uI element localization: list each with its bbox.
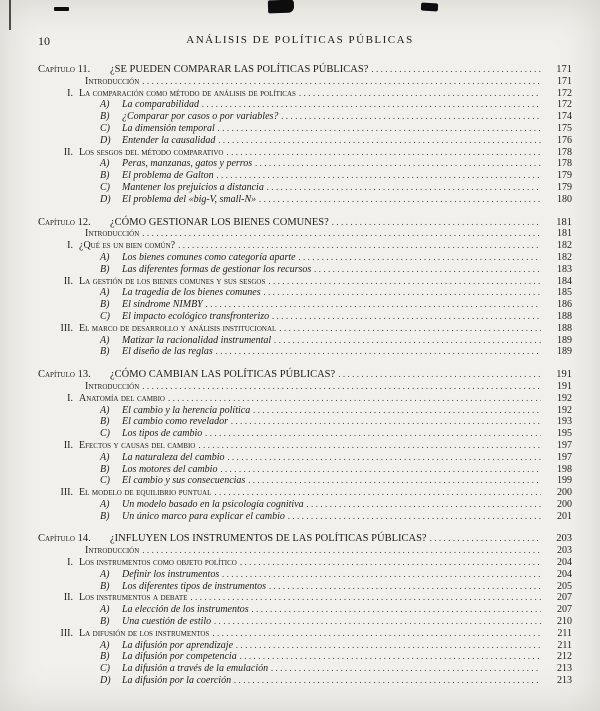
toc-row <box>38 264 572 276</box>
toc-page-number: 197 <box>557 451 572 463</box>
toc-row <box>38 569 572 581</box>
toc-row <box>38 640 572 652</box>
dot-leader <box>281 111 541 123</box>
dot-leader <box>271 663 541 675</box>
dot-leader <box>267 182 541 194</box>
toc-entry-text: Las diferentes formas de gestionar los recursos <box>122 263 312 275</box>
dot-leader <box>314 264 541 276</box>
dot-leader <box>299 88 541 100</box>
toc-row <box>38 616 572 628</box>
toc-entry-text: Una cuestión de estilo <box>122 616 212 628</box>
toc-entry-text: El modelo de equilibrio puntual <box>79 487 212 499</box>
dot-leader <box>299 252 541 264</box>
toc-entry-text: Introducción <box>85 545 140 557</box>
toc-row <box>38 88 572 100</box>
subsection-letter: C) <box>100 428 110 440</box>
chapter-label: Capítulo 11. <box>38 64 91 75</box>
dot-leader <box>234 675 541 687</box>
toc-row <box>38 545 572 557</box>
toc-entry-text: Los motores del cambio <box>122 463 218 475</box>
dot-leader <box>264 287 541 299</box>
toc-entry-text: La tragedia de los bienes comunes <box>122 287 261 299</box>
toc-entry-text: Los tipos de cambio <box>122 428 203 440</box>
dot-leader <box>430 533 541 545</box>
toc-entry-text: Entender la causalidad <box>122 134 216 146</box>
toc-page-number: 211 <box>557 639 572 651</box>
toc-entry-text: El cambio y sus consecuencias <box>122 475 246 487</box>
chapter-title: ¿CÓMO GESTIONAR LOS BIENES COMUNES? <box>110 216 329 228</box>
dot-leader <box>231 416 541 428</box>
subsection-letter: B) <box>100 416 110 428</box>
toc-chapter-row <box>38 217 572 229</box>
toc-row <box>38 158 572 170</box>
toc-page-number: 172 <box>557 87 572 99</box>
dot-leader <box>338 369 541 381</box>
dot-leader <box>142 76 541 88</box>
dot-leader <box>206 299 541 311</box>
toc-page-number: 203 <box>556 533 572 545</box>
toc-page-number: 197 <box>557 439 572 451</box>
toc-entry-text: El cambio y la herencia política <box>122 404 251 416</box>
toc-entry-text: Los instrumentos a debate <box>79 592 188 604</box>
toc-row <box>38 604 572 616</box>
subsection-letter: B) <box>100 346 110 358</box>
dot-leader <box>142 228 541 240</box>
subsection-letter: C) <box>100 663 110 675</box>
dot-leader <box>248 475 541 487</box>
section-numeral: I. <box>67 87 73 99</box>
dot-leader <box>222 569 541 581</box>
toc-entry-text: La difusión por competencia <box>122 651 237 663</box>
toc-entry-text: La gestión de los bienes comunes y sus sesgos <box>79 275 266 287</box>
section-numeral: I. <box>67 557 73 569</box>
toc-page-number: 178 <box>557 158 572 170</box>
toc-row <box>38 194 572 206</box>
dot-leader <box>205 428 541 440</box>
toc-entry-text: La difusión por aprendizaje <box>122 639 234 651</box>
toc-row <box>38 511 572 523</box>
subsection-letter: B) <box>100 580 110 592</box>
toc-entry-text: Matizar la racionalidad instrumental <box>122 334 272 346</box>
toc-row <box>38 240 572 252</box>
toc-page-number: 175 <box>557 122 572 134</box>
subsection-letter: B) <box>100 651 110 663</box>
dot-leader <box>142 381 541 393</box>
toc-page-number: 204 <box>557 568 572 580</box>
toc-page-number: 184 <box>557 275 572 287</box>
toc-row <box>38 452 572 464</box>
toc-page-number: 205 <box>557 580 572 592</box>
toc-page-number: 207 <box>557 604 572 616</box>
subsection-letter: A) <box>100 334 110 346</box>
dot-leader <box>168 393 541 405</box>
toc-entry-text: ¿Qué es un bien común? <box>79 240 176 252</box>
dot-leader <box>190 592 541 604</box>
toc-entry-text: Un único marco para explicar el cambio <box>122 510 285 522</box>
page-number: 10 <box>38 34 50 48</box>
toc-entry-text: El síndrome NIMBY <box>122 299 203 311</box>
toc-page-number: 204 <box>557 557 572 569</box>
subsection-letter: B) <box>100 463 110 475</box>
toc-entry-text: El problema de Galton <box>122 170 214 182</box>
chapter-title: ¿SE PUEDEN COMPARAR LAS POLÍTICAS PÚBLICAS? <box>110 64 369 75</box>
toc-page-number: 207 <box>557 592 572 604</box>
toc-entry-text: La difusión por la coerción <box>122 675 232 687</box>
toc-entry-text: La comparabilidad <box>122 99 199 111</box>
dot-leader <box>255 158 541 170</box>
toc-page-number: 182 <box>557 251 572 263</box>
toc-entry-text: Mantener los prejuicios a distancia <box>122 181 264 193</box>
subsection-letter: B) <box>100 263 110 275</box>
toc-row <box>38 663 572 675</box>
subsection-letter: D) <box>100 134 111 146</box>
dot-leader <box>218 123 541 135</box>
dot-leader <box>279 323 541 335</box>
toc-page-number: 212 <box>557 651 572 663</box>
toc-row <box>38 381 572 393</box>
subsection-letter: A) <box>100 404 110 416</box>
dot-leader <box>269 581 541 593</box>
toc-row <box>38 393 572 405</box>
toc-row <box>38 276 572 288</box>
toc-entry-text: La comparación como método de análisis de políticas <box>79 87 296 99</box>
section-numeral: III. <box>60 627 73 639</box>
subsection-letter: B) <box>100 111 110 123</box>
toc-chapter-row <box>38 64 572 76</box>
dot-leader <box>371 64 541 76</box>
toc-entry-text: Introducción <box>85 380 140 392</box>
chapter-title: ¿CÓMO CAMBIAN LAS POLÍTICAS PÚBLICAS? <box>110 369 336 381</box>
toc-row <box>38 228 572 240</box>
toc-page-number: 191 <box>556 369 572 381</box>
toc-page-number: 210 <box>557 616 572 628</box>
toc-entry-text: La difusión a través de la emulación <box>122 663 269 675</box>
toc-entry-text: Efectos y causas del cambio <box>79 439 196 451</box>
scan-artifact <box>9 0 11 30</box>
toc-row <box>38 557 572 569</box>
subsection-letter: A) <box>100 639 110 651</box>
toc-row <box>38 346 572 358</box>
subsection-letter: B) <box>100 510 110 522</box>
section-numeral: III. <box>60 322 73 334</box>
toc-entry-text: Definir los instrumentos <box>122 568 220 580</box>
toc-page-number: 171 <box>556 64 572 75</box>
toc-page-number: 188 <box>557 322 572 334</box>
section-numeral: I. <box>67 392 73 404</box>
section-numeral: III. <box>60 487 73 499</box>
toc-chapter-row <box>38 369 572 381</box>
subsection-letter: B) <box>100 616 110 628</box>
toc-entry-text: Los sesgos del método comparativo <box>79 146 224 158</box>
toc-page-number: 189 <box>557 346 572 358</box>
toc-row <box>38 475 572 487</box>
toc-row <box>38 311 572 323</box>
dot-leader <box>240 557 541 569</box>
toc-entry-text: Un modelo basado en la psicología cognitiva <box>122 498 304 510</box>
toc-row <box>38 135 572 147</box>
dot-leader <box>226 147 541 159</box>
toc-page-number: 213 <box>557 675 572 687</box>
toc-page-number: 188 <box>557 310 572 322</box>
subsection-letter: D) <box>100 675 111 687</box>
toc-page-number: 200 <box>557 487 572 499</box>
toc-entry-text: Introducción <box>85 75 140 87</box>
toc-page-number: 195 <box>557 428 572 440</box>
section-numeral: II. <box>63 592 73 604</box>
dot-leader <box>253 405 541 417</box>
subsection-letter: A) <box>100 498 110 510</box>
dot-leader <box>198 440 541 452</box>
toc-entry-text: El impacto ecológico transfronterizo <box>122 310 270 322</box>
table-of-contents <box>38 64 572 687</box>
scan-artifact <box>268 0 294 13</box>
toc-entry-text: El problema del «big-V, small-N» <box>122 193 257 205</box>
dot-leader <box>218 135 541 147</box>
toc-row <box>38 440 572 452</box>
toc-entry-text: El cambio como revelador <box>122 416 228 428</box>
dot-leader <box>202 99 541 111</box>
toc-entry-text: Peras, manzanas, gatos y perros <box>122 158 253 170</box>
toc-row <box>38 592 572 604</box>
toc-page-number: 181 <box>556 216 572 228</box>
toc-row <box>38 252 572 264</box>
toc-page-number: 198 <box>557 463 572 475</box>
toc-row <box>38 170 572 182</box>
section-numeral: II. <box>63 146 73 158</box>
subsection-letter: B) <box>100 170 110 182</box>
chapter-title: ¿INFLUYEN LOS INSTRUMENTOS DE LAS POLÍTICAS PÚBLICAS? <box>110 533 427 545</box>
toc-chapter-row <box>38 533 572 545</box>
toc-row <box>38 651 572 663</box>
page-header <box>0 34 600 50</box>
toc-page-number: 180 <box>557 193 572 205</box>
subsection-letter: C) <box>100 475 110 487</box>
dot-leader <box>307 499 541 511</box>
subsection-letter: A) <box>100 451 110 463</box>
dot-leader <box>288 511 541 523</box>
toc-row <box>38 123 572 135</box>
toc-entry-text: La dimensión temporal <box>122 122 215 134</box>
toc-entry-text: Los diferentes tipos de instrumentos <box>122 580 267 592</box>
toc-entry-text: La naturaleza del cambio <box>122 451 225 463</box>
toc-row <box>38 405 572 417</box>
scan-artifact <box>421 3 438 12</box>
dot-leader <box>268 276 541 288</box>
subsection-letter: A) <box>100 99 110 111</box>
toc-page-number: 171 <box>557 75 572 87</box>
dot-leader <box>240 651 541 663</box>
toc-page-number: 211 <box>557 627 572 639</box>
toc-chapter <box>38 369 572 522</box>
section-numeral: II. <box>63 275 73 287</box>
dot-leader <box>252 604 541 616</box>
dot-leader <box>214 487 541 499</box>
dot-leader <box>220 464 541 476</box>
section-numeral: II. <box>63 439 73 451</box>
toc-row <box>38 499 572 511</box>
dot-leader <box>259 194 541 206</box>
toc-row <box>38 581 572 593</box>
toc-entry-text: Anatomía del cambio <box>79 392 165 404</box>
toc-page-number: 179 <box>557 170 572 182</box>
running-title: ANÁLISIS DE POLÍTICAS PÚBLICAS <box>186 34 414 46</box>
subsection-letter: A) <box>100 158 110 170</box>
toc-row <box>38 428 572 440</box>
toc-row <box>38 76 572 88</box>
chapter-label: Capítulo 14. <box>38 533 91 545</box>
toc-entry-text: El marco de desarrollo y análisis institucional <box>79 322 277 334</box>
toc-page-number: 199 <box>557 475 572 487</box>
toc-row <box>38 675 572 687</box>
chapter-label: Capítulo 12. <box>38 216 91 228</box>
chapter-label: Capítulo 13. <box>38 369 91 381</box>
subsection-letter: A) <box>100 287 110 299</box>
toc-entry-text: Los instrumentos como objeto político <box>79 557 237 569</box>
toc-entry-text: Los bienes comunes como categoría aparte <box>122 251 296 263</box>
toc-chapter <box>38 217 572 359</box>
subsection-letter: A) <box>100 568 110 580</box>
toc-row <box>38 335 572 347</box>
subsection-letter: C) <box>100 181 110 193</box>
toc-page-number: 189 <box>557 334 572 346</box>
toc-row <box>38 464 572 476</box>
toc-page-number: 186 <box>557 299 572 311</box>
toc-page-number: 176 <box>557 134 572 146</box>
toc-page-number: 185 <box>557 287 572 299</box>
section-numeral: I. <box>67 240 73 252</box>
toc-entry-text: El diseño de las reglas <box>122 346 213 358</box>
dot-leader <box>142 545 541 557</box>
subsection-letter: C) <box>100 122 110 134</box>
toc-page-number: 201 <box>557 510 572 522</box>
scan-artifact <box>54 7 69 11</box>
dot-leader <box>217 170 541 182</box>
toc-row <box>38 299 572 311</box>
toc-row <box>38 111 572 123</box>
toc-page-number: 200 <box>557 498 572 510</box>
toc-chapter <box>38 533 572 686</box>
subsection-letter: A) <box>100 251 110 263</box>
dot-leader <box>216 346 541 358</box>
toc-row <box>38 182 572 194</box>
dot-leader <box>214 616 541 628</box>
toc-page-number: 203 <box>557 545 572 557</box>
toc-row <box>38 323 572 335</box>
toc-chapter <box>38 64 572 206</box>
toc-page-number: 172 <box>557 99 572 111</box>
toc-row <box>38 147 572 159</box>
dot-leader <box>178 240 541 252</box>
toc-entry-text: La elección de los instrumentos <box>122 604 249 616</box>
dot-leader <box>228 452 542 464</box>
toc-entry-text: La difusión de los instrumentos <box>79 627 210 639</box>
dot-leader <box>236 640 541 652</box>
toc-page-number: 193 <box>557 416 572 428</box>
toc-page-number: 182 <box>557 240 572 252</box>
toc-page-number: 178 <box>557 146 572 158</box>
toc-row <box>38 99 572 111</box>
subsection-letter: D) <box>100 193 111 205</box>
subsection-letter: B) <box>100 299 110 311</box>
toc-row <box>38 487 572 499</box>
toc-page-number: 183 <box>557 263 572 275</box>
dot-leader <box>332 217 541 229</box>
subsection-letter: C) <box>100 310 110 322</box>
toc-page-number: 192 <box>557 404 572 416</box>
subsection-letter: A) <box>100 604 110 616</box>
toc-page-number: 181 <box>557 228 572 240</box>
toc-page-number: 179 <box>557 181 572 193</box>
dot-leader <box>272 311 541 323</box>
toc-row <box>38 416 572 428</box>
toc-page-number: 213 <box>557 663 572 675</box>
toc-page-number: 192 <box>557 392 572 404</box>
toc-entry-text: ¿Comparar por casos o por variables? <box>122 111 279 123</box>
toc-page-number: 174 <box>557 111 572 123</box>
toc-row <box>38 287 572 299</box>
dot-leader <box>212 628 541 640</box>
dot-leader <box>274 335 541 347</box>
toc-page-number: 191 <box>557 380 572 392</box>
toc-entry-text: Introducción <box>85 228 140 240</box>
toc-row <box>38 628 572 640</box>
